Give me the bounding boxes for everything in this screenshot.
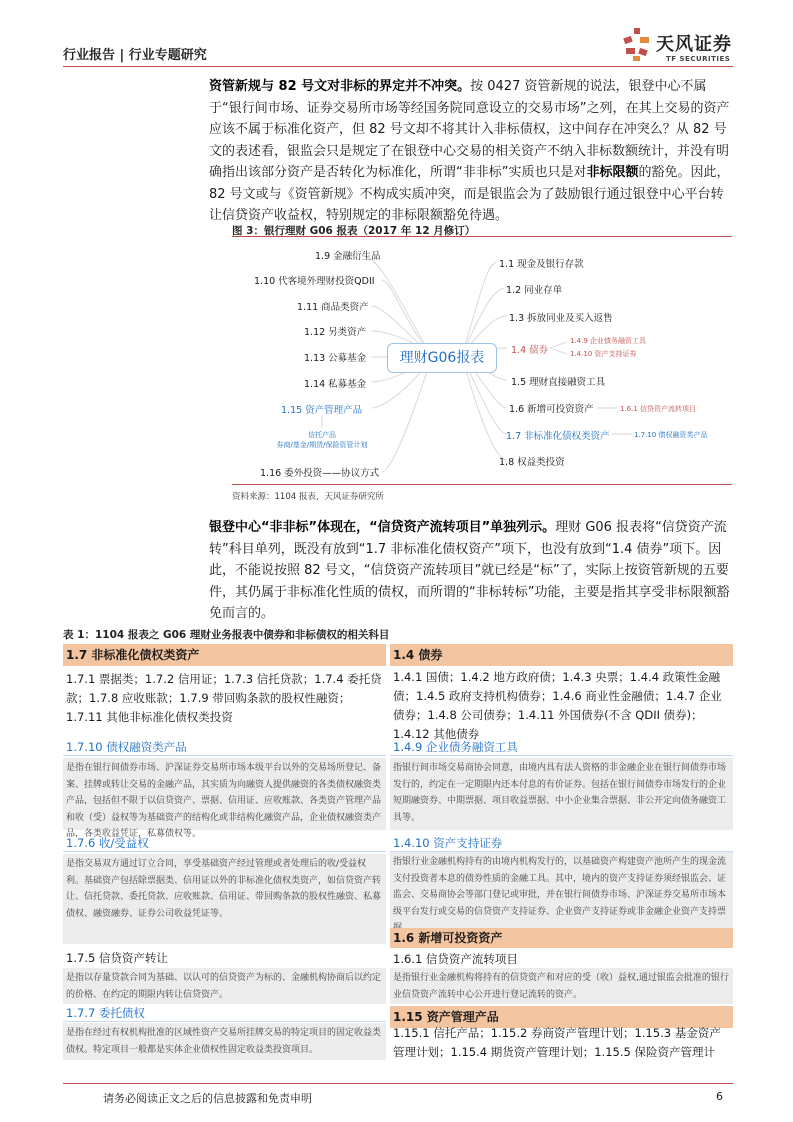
table-left-desc-1-7-10: 是指在银行间债券市场、沪深证券交易所市场本级平台以外的交易场所登记、备案、挂牌或转让交易的金融产品，其实质为向融资人提供融资的各类债权融资类产品，包括但不限于以信贷资产、票据、信用证、应收账款、各类资产管理产品和收（受）益权等为基础资产的结构化或非结构化融资产品，企业债权融资类产品，各类收益凭证，私募债权等。: [63, 758, 386, 830]
logo-text-cn: 天风证券: [656, 34, 732, 55]
mindmap-node-1-8: 1.8 权益类投资: [499, 457, 565, 468]
paragraph-1-text-end: 的豁免。因此，82 号文或与《资管新规》不构成实质冲突，而是银监会为了鼓励银行通过银登中心平台转让信贷资产收益权，特别规定的非标限额豁免待遇。: [209, 165, 730, 223]
disclaimer-notice: 请务必阅读正文之后的信息披露和免责申明: [103, 1092, 312, 1105]
mindmap-node-1-1: 1.1 现金及银行存款: [499, 259, 584, 270]
figure-bottom-rule: [232, 484, 732, 485]
mindmap-node-1-15: 1.15 资产管理产品: [281, 405, 363, 416]
table-right-header-1-15: 1.15 资产管理产品: [390, 1006, 733, 1028]
page-number: 6: [716, 1090, 723, 1103]
mindmap-node-1-13: 1.13 公募基金: [304, 353, 367, 364]
mindmap-node-1-5: 1.5 理财直接融资工具: [511, 377, 606, 388]
paragraph-2-lead: 银登中心“非非标”体现在，“信贷资产流转项目”单独列示。: [209, 520, 556, 535]
mindmap-node-1-9: 1.9 金融衍生品: [315, 251, 381, 262]
footer-divider: [63, 1083, 733, 1084]
table-right-desc-1-6-1: 是指银行业金融机构将持有的信贷资产和对应的受（收）益权,通过银监会批准的银行业信贷资产流转中心公开进行登记流转的资产。: [390, 968, 733, 1004]
mindmap-node-1-7: 1.7 非标准化债权类资产: [506, 431, 610, 442]
connector-1-16: [382, 356, 432, 472]
table-right-header-1-4: 1.4 债券: [390, 644, 733, 666]
mindmap-node-1-12: 1.12 另类资产: [304, 327, 367, 338]
figure-top-rule: [232, 236, 732, 237]
paragraph-2-text: 理财 G06 报表将“信贷资产流转”科目单列，既没有放到“1.7 非标准化债权资产”项下，也没有放到“1.4 债券”项下。因此，不能说按照 82 号文，“信贷资产流转项目”就已经是“标”了，实际上按资管新规的五要件，其仍属于非标准化性质的债权，而所谓的“非标转标”功能，主要是指其享受非标限额豁免而言的。: [209, 520, 730, 621]
mindmap-sub-1-15-b: 券商/基金/期货/保险资管计划: [276, 441, 368, 449]
mindmap-sub-1-4-10: 1.4.10 资产支持证券: [570, 350, 637, 358]
mindmap-sub-1-4-9: 1.4.9 企业债务融资工具: [570, 337, 647, 345]
figure-caption: 图 3：银行理财 G06 报表（2017 年 12 月修订）: [232, 225, 476, 237]
table-left-header-1-7-5: 1.7.5 信贷资产转让: [66, 951, 168, 965]
mindmap-node-1-14: 1.14 私募基金: [304, 379, 367, 390]
table-right-header-1-6: 1.6 新增可投资资产: [390, 928, 733, 948]
header-divider: [63, 66, 733, 67]
table-left-text-1-7: 1.7.1 票据类；1.7.2 信用证；1.7.3 信托贷款；1.7.4 委托贷款；1.7.8 应收账款；1.7.9 带回购条款的股权性融资；1.7.11 其他非标准化债权类投资: [66, 672, 382, 724]
g06-subject-table: [63, 644, 733, 1060]
table-left-header-1-7-6: 1.7.6 收/受益权: [63, 832, 386, 852]
table-right-header-1-4-10: 1.4.10 资产支持证券: [390, 832, 733, 852]
mindmap-center: 理财G06报表: [387, 343, 497, 373]
table-right-header-1-6-1: 1.6.1 信贷资产流转项目: [393, 952, 518, 966]
table-left-header-1-7: 1.7 非标准化债权类资产: [63, 644, 386, 666]
table-left-desc-1-7-6: 是指交易双方通过订立合同，享受基础资产经过管理或者处理后的收/受益权利。基础资产包括除票据类、信用证以外的非标准化债权类资产，如信贷资产转让、信托贷款、委托贷款、应收账款、信用证、带回购条款的股权性融资、私募债权、融资融券、证券公司收益凭证等。: [63, 854, 386, 944]
mindmap-node-1-6: 1.6 新增可投资资产: [509, 404, 594, 415]
paragraph-1-text: 按 0427 资管新规的说法，银登中心不属于“银行间市场、证券交易所市场等经国务院同意设立的交易市场”之列，在其上交易的资产应该不属于标准化资产，但 82 号文却不将其计入非标债权，这中间存在冲突么？从 82 号文的表述看，银监会只是规定了在银登中心交易的相关资产不纳入非标数额统计，并没有明确指出该部分资产是否转化为标准化，所谓“非非标”实质也只是对: [209, 79, 730, 180]
table-left-desc-1-7-7: 是指在经过有权机构批准的区域性资产交易所挂牌交易的特定项目的固定收益类债权。特定项目一般都是实体企业债权性固定收益类投资项目。: [63, 1023, 386, 1060]
table-left-header-1-7-10: 1.7.10 债权融资类产品: [63, 736, 386, 756]
paragraph-1-bold: 非标限额: [586, 165, 639, 180]
mindmap-node-1-10: 1.10 代客境外理财投资QDII: [254, 276, 375, 287]
g06-mindmap: [232, 238, 732, 483]
mindmap-node-1-16: 1.16 委外投资——协议方式: [260, 468, 380, 479]
table-right-desc-1-4-10: 指银行业金融机构持有的由境内机构发行的，以基础资产构建资产池所产生的现金流支付投资者本息的债券性质的金融工具。其中，境内的资产支持证券须经银监会、证监会、交易商协会等部门登记或审批，并在银行间债券市场、沪深证券交易所市场本级平台发行或交易的信贷资产支持证券、企业资产支持证券或非金融企业资产支持票: [390, 852, 733, 928]
mindmap-sub-1-6-1: 1.6.1 信贷资产流转项目: [620, 405, 697, 413]
connector-1-1: [462, 262, 497, 356]
logo-text-en: TF SECURITIES: [666, 55, 731, 63]
paragraph-2: [209, 517, 733, 625]
paragraph-1-lead: 资管新规与 82 号文对非标的界定并不冲突。: [209, 79, 471, 94]
figure-source: 资料来源：1104 报表，天风证券研究所: [232, 492, 384, 502]
mindmap-sub-1-15: [252, 430, 392, 450]
mindmap-node-1-3: 1.3 拆放同业及买入返售: [509, 313, 613, 324]
mindmap-sub-1-7-10: 1.7.10 债权融资类产品: [634, 431, 708, 439]
logo-mark-icon: [622, 28, 652, 62]
company-logo: [622, 26, 734, 66]
mindmap-node-1-2: 1.2 同业存单: [506, 285, 563, 296]
table-right-header-1-4-9: 1.4.9 企业债务融资工具: [390, 736, 733, 756]
table-right-desc-1-4-9: 指银行间市场交易商协会同意，由境内具有法人资格的非金融企业在银行间债券市场发行的，约定在一定期限内还本付息的有价证券。包括在银行间债券市场发行的企业短期融资券、中期票据、项目收益票据、中小企业集合票据、非公开定向债务融资工具等。: [390, 758, 733, 830]
table-left-desc-1-7-5: 是指以存量贷款合同为基础、以认可的信贷资产为标的、金融机构协商后以约定的价格、在约定的期限内转让信贷资产。: [63, 968, 386, 1004]
table-right-text-1-4: 1.4.1 国债；1.4.2 地方政府债；1.4.3 央票；1.4.4 政策性金融债；1.4.5 政府支持机构债券；1.4.6 商业性金融债；1.4.7 企业债券；1.4.8 公司债券；1.4.11 外国债券(不含 QDII 债券)；1.4.12 其他债券: [393, 670, 722, 741]
table-left-header-1-7-7: 1.7.7 委托债权: [63, 1002, 386, 1022]
report-category: 行业报告 | 行业专题研究: [63, 48, 207, 63]
paragraph-1: [209, 76, 733, 227]
connector-sub-1-4: [550, 342, 567, 354]
mindmap-sub-1-15-a: 信托产品: [308, 431, 336, 439]
table-caption: 表 1：1104 报表之 G06 理财业务报表中债券和非标债权的相关科目: [63, 629, 390, 641]
mindmap-node-1-11: 1.11 商品类资产: [297, 302, 369, 313]
mindmap-node-1-4: 1.4 债券: [511, 345, 549, 356]
table-right-text-1-15: 1.15.1 信托产品；1.15.2 券商资产管理计划；1.15.3 基金资产管理计划；1.15.4 期货资产管理计划；1.15.5 保险资产管理计: [393, 1026, 721, 1059]
